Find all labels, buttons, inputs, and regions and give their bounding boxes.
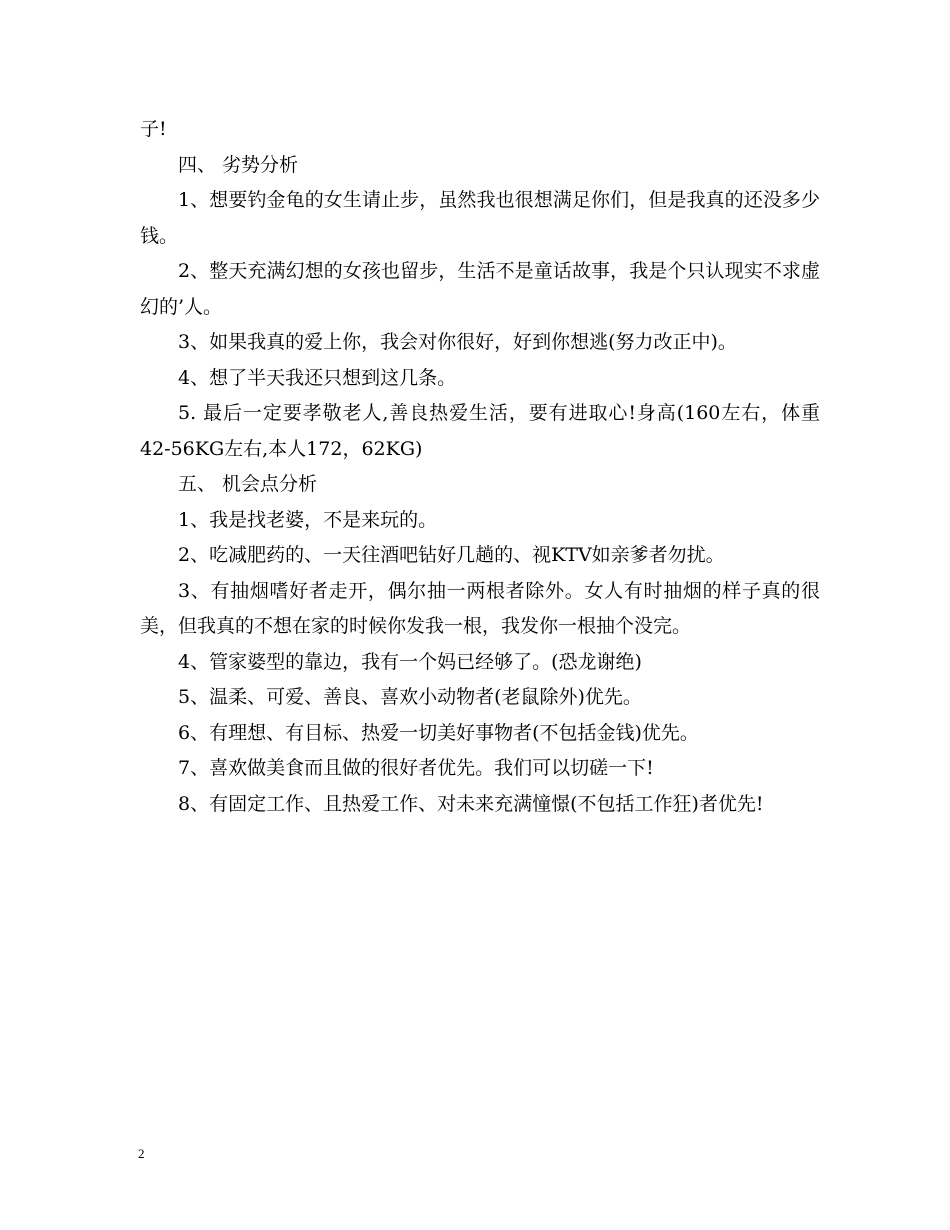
section-heading-opportunity: 五、 机会点分析 — [178, 473, 318, 495]
paragraph: 6、有理想、有目标、热爱一切美好事物者(不包括金钱)优先。 — [178, 721, 699, 744]
paragraph: 5、温柔、可爱、善良、喜欢小动物者(老鼠除外)优先。 — [178, 686, 642, 708]
paragraph: 2、整天充满幻想的女孩也留步，生活不是童话故事，我是个只认现实不求虚幻的’人。 — [140, 260, 820, 318]
paragraph: 7、喜欢做美食而且做的很好者优先。我们可以切磋一下! — [178, 757, 654, 779]
paragraph: 4、管家婆型的靠边，我有一个妈已经够了。(恐龙谢绝) — [178, 650, 642, 673]
paragraph: 1、我是找老婆，不是来玩的。 — [178, 508, 438, 531]
paragraph: 5. 最后一定要孝敬老人,善良热爱生活，要有进取心!身高(160左右，体重42-56KG左右,本人172，62KG) — [140, 402, 820, 460]
paragraph-continuation: 子! — [140, 118, 167, 140]
body-text — [140, 112, 820, 822]
section-heading-weakness: 四、 劣势分析 — [178, 153, 299, 176]
paragraph: 2、吃减肥药的、一天往酒吧钻好几趟的、视KTV如亲爹者勿扰。 — [178, 544, 725, 566]
paragraph: 3、如果我真的爱上你，我会对你很好，好到你想逃(努力改正中)。 — [178, 331, 737, 353]
paragraph: 4、想了半天我还只想到这几条。 — [178, 366, 457, 389]
paragraph: 8、有固定工作、且热爱工作、对未来充满憧憬(不包括工作狂)者优先! — [178, 792, 764, 815]
paragraph: 1、想要钓金龟的女生请止步，虽然我也很想满足你们，但是我真的还没多少钱。 — [140, 189, 820, 247]
paragraph: 3、有抽烟嗜好者走开，偶尔抽一两根者除外。女人有时抽烟的样子真的很美，但我真的不想在家的时候你发我一根，我发你一根抽个没完。 — [140, 579, 820, 637]
page-number: 2 — [138, 1146, 145, 1161]
